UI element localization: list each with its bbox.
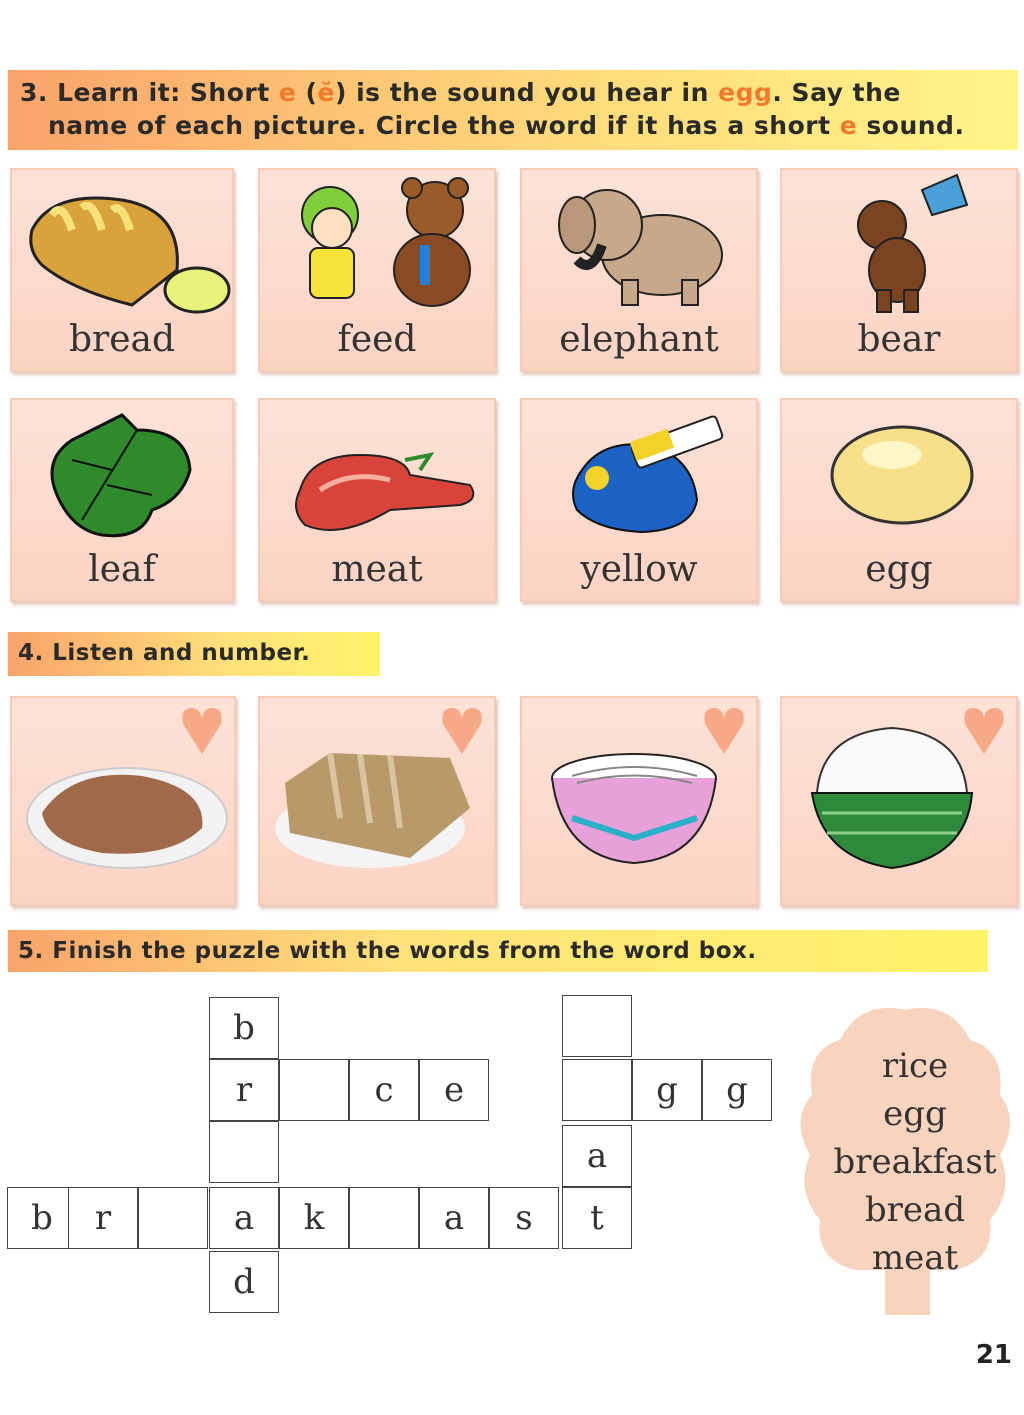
- word-box-item: rice: [881, 1046, 949, 1086]
- word-card-meat[interactable]: [258, 398, 496, 602]
- puzzle-cell[interactable]: r: [68, 1187, 138, 1249]
- puzzle-cell[interactable]: g: [702, 1059, 772, 1121]
- word-card-feed[interactable]: [258, 168, 496, 372]
- puzzle-cell[interactable]: g: [632, 1059, 702, 1121]
- listen-card-bread-slices[interactable]: [258, 696, 496, 906]
- exercise-4-title: 4. Listen and number.: [8, 632, 380, 676]
- exercise-3-instructions: [8, 70, 1018, 150]
- puzzle-cell[interactable]: a: [209, 1187, 279, 1249]
- puzzle-cell[interactable]: [349, 1187, 419, 1249]
- word-label: meat: [331, 549, 423, 590]
- listen-card-rice[interactable]: [780, 696, 1018, 906]
- puzzle-cell[interactable]: [279, 1059, 349, 1121]
- paint-palette-icon: [522, 400, 760, 550]
- listen-card-meat-dish[interactable]: [10, 696, 236, 906]
- puzzle-cell[interactable]: [562, 1059, 632, 1121]
- puzzle-cell[interactable]: d: [209, 1251, 279, 1313]
- egg-icon: [782, 400, 1020, 550]
- puzzle-cell[interactable]: [138, 1187, 208, 1249]
- child-feeding-bear-icon: [260, 170, 498, 320]
- word-label: egg: [865, 549, 933, 590]
- puzzle-cell[interactable]: s: [489, 1187, 559, 1249]
- puzzle-cell[interactable]: e: [419, 1059, 489, 1121]
- puzzle-cell[interactable]: [562, 995, 632, 1057]
- puzzle-cell[interactable]: [209, 1121, 279, 1183]
- word-box-item: egg: [883, 1094, 947, 1134]
- exercise-5-title: 5. Finish the puzzle with the words from the word box.: [8, 930, 988, 972]
- word-box-item: meat: [871, 1238, 959, 1278]
- meat-icon: [260, 400, 498, 550]
- word-box-item: bread: [864, 1190, 966, 1230]
- heart-icon[interactable]: [962, 706, 1006, 756]
- bread-icon: [12, 170, 236, 320]
- puzzle-cell[interactable]: k: [279, 1187, 349, 1249]
- word-label: yellow: [580, 549, 698, 590]
- puzzle-cell[interactable]: a: [562, 1125, 632, 1187]
- heart-icon[interactable]: [180, 706, 224, 756]
- word-card-bear[interactable]: [780, 168, 1018, 372]
- word-label: elephant: [559, 319, 719, 360]
- word-box: [790, 990, 1020, 1320]
- leaf-icon: [12, 400, 236, 550]
- word-label: bear: [857, 319, 941, 360]
- word-card-leaf[interactable]: [10, 398, 234, 602]
- word-box-item: breakfast: [833, 1142, 997, 1182]
- word-label: feed: [337, 319, 417, 360]
- puzzle-cell[interactable]: a: [419, 1187, 489, 1249]
- puzzle-cell[interactable]: t: [562, 1187, 632, 1249]
- word-card-egg[interactable]: [780, 398, 1018, 602]
- word-card-bread[interactable]: [10, 168, 234, 372]
- puzzle-cell[interactable]: r: [209, 1059, 279, 1121]
- instruction-line-2: name of each picture. Circle the word if it has a short e sound.: [48, 111, 965, 140]
- heart-icon[interactable]: [702, 706, 746, 756]
- word-card-yellow[interactable]: [520, 398, 758, 602]
- word-label: bread: [68, 319, 176, 360]
- elephant-icon: [522, 170, 760, 320]
- listen-card-noodles[interactable]: [520, 696, 758, 906]
- word-card-elephant[interactable]: [520, 168, 758, 372]
- word-label: leaf: [88, 549, 156, 590]
- page-number: 21: [975, 1340, 1012, 1370]
- bear-icon: [782, 170, 1020, 320]
- heart-icon[interactable]: [440, 706, 484, 756]
- puzzle-cell[interactable]: c: [349, 1059, 419, 1121]
- instruction-line-1: 3. Learn it: Short e (ĕ) is the sound you hear in egg. Say the: [20, 78, 901, 107]
- puzzle-cell[interactable]: b: [209, 997, 279, 1059]
- puzzle-cell[interactable]: b: [7, 1187, 77, 1249]
